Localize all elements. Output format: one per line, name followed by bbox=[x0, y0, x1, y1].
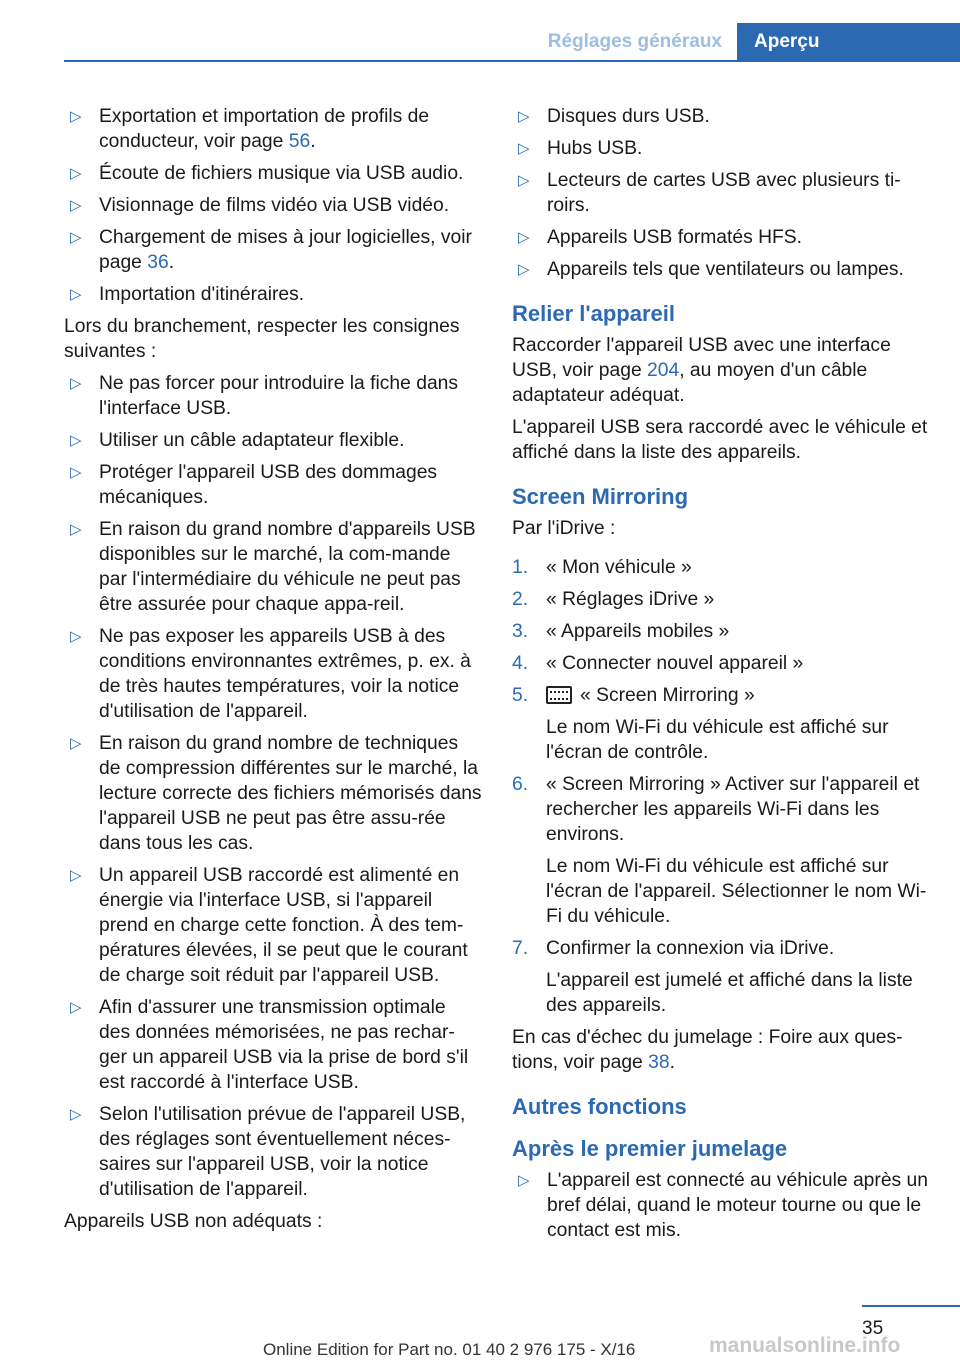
item-text: Appareils tels que ventilateurs ou lampes. bbox=[547, 259, 904, 280]
para-text: En cas d'échec du jumelage : Foire aux ques‐tions, voir page bbox=[512, 1027, 903, 1073]
paragraph: Lors du branchement, respecter les consignes suivantes : bbox=[64, 316, 460, 362]
item-text: Utiliser un câble adaptateur flexible. bbox=[99, 430, 405, 451]
step-number: 2. bbox=[512, 589, 529, 610]
online-edition-note: Online Edition for Part no. 01 40 2 976 175 - X/16 bbox=[263, 1340, 636, 1359]
step-note: Le nom Wi-Fi du véhicule est affiché sur l'écran de l'appareil. Sélectionner le nom Wi-Fi du véhicule. bbox=[546, 856, 927, 927]
subsection-heading-apres: Après le premier jumelage bbox=[512, 1136, 788, 1161]
step-number: 5. bbox=[512, 685, 529, 706]
step-text: « Screen Mirroring » bbox=[580, 685, 755, 706]
list-item bbox=[64, 161, 482, 186]
list-item bbox=[512, 168, 930, 218]
triangle-right-icon: ▷ bbox=[70, 735, 82, 752]
list-item bbox=[64, 282, 482, 307]
list-item bbox=[64, 371, 482, 421]
triangle-right-icon: ▷ bbox=[70, 1106, 82, 1123]
step-text: Confirmer la connexion via iDrive. bbox=[546, 938, 835, 959]
step-text: « Appareils mobiles » bbox=[546, 621, 730, 642]
item-text: En raison du grand nombre d'appareils USB disponibles sur le marché, la com‐mande par l'intermédiaire du véhicule ne peut pas être assurée pour chaque appa‐reil. bbox=[99, 519, 476, 615]
triangle-right-icon: ▷ bbox=[70, 432, 82, 449]
paragraph bbox=[512, 1025, 930, 1075]
step-number: 7. bbox=[512, 938, 529, 959]
item-text: Ne pas forcer pour introduire la fiche dans l'interface USB. bbox=[99, 373, 459, 419]
triangle-right-icon: ▷ bbox=[70, 165, 82, 182]
paragraph: Appareils USB non adéquats : bbox=[64, 1211, 323, 1232]
item-text: Selon l'utilisation prévue de l'appareil USB, des réglages sont éventuellement néces‐saires sur l'appareil USB, voir la notice d'utilisation de l'appareil. bbox=[99, 1104, 466, 1200]
left-column bbox=[64, 104, 482, 1241]
list-item bbox=[64, 225, 482, 275]
list-item bbox=[512, 257, 930, 282]
step-item bbox=[512, 555, 930, 580]
para-text-tail: . bbox=[669, 1052, 675, 1073]
item-text: Appareils USB formatés HFS. bbox=[547, 227, 803, 248]
triangle-right-icon: ▷ bbox=[70, 999, 82, 1016]
list-item bbox=[512, 104, 930, 129]
item-text: Chargement de mises à jour logicielles, voir page bbox=[99, 227, 472, 273]
page-link[interactable]: 38 bbox=[648, 1052, 670, 1073]
paragraph bbox=[512, 333, 930, 408]
item-text-tail: . bbox=[310, 131, 316, 152]
step-item bbox=[512, 651, 930, 676]
triangle-right-icon: ▷ bbox=[518, 261, 530, 278]
header-section-title: Réglages généraux bbox=[547, 31, 722, 52]
step-item bbox=[512, 936, 930, 1018]
item-text: Lecteurs de cartes USB avec plusieurs ti‐roirs. bbox=[547, 170, 901, 216]
triangle-right-icon: ▷ bbox=[518, 108, 530, 125]
section-heading-mirroring: Screen Mirroring bbox=[512, 484, 689, 509]
item-text: Importation d'itinéraires. bbox=[99, 284, 305, 305]
step-number: 3. bbox=[512, 621, 529, 642]
triangle-right-icon: ▷ bbox=[70, 229, 82, 246]
para-text-tail: , au moyen d'un câble adaptateur adéquat. bbox=[512, 360, 868, 406]
step-text: « Mon véhicule » bbox=[546, 557, 692, 578]
header-rule bbox=[64, 60, 960, 62]
item-text: Exportation et importation de profils de conducteur, voir page bbox=[99, 106, 430, 152]
item-text: Disques durs USB. bbox=[547, 106, 710, 127]
list-item bbox=[64, 863, 482, 988]
list-item bbox=[64, 995, 482, 1095]
step-note: Le nom Wi-Fi du véhicule est affiché sur l'écran de contrôle. bbox=[546, 717, 889, 763]
item-text: Afin d'assurer une transmission optimale des données mémorisées, ne pas rechar‐ger un appareil USB via la prise de bord s'il est raccordé à l'interface USB. bbox=[99, 997, 469, 1093]
list-item bbox=[64, 193, 482, 218]
step-item bbox=[512, 619, 930, 644]
list-item bbox=[64, 1102, 482, 1202]
triangle-right-icon: ▷ bbox=[70, 867, 82, 884]
section-heading-relier: Relier l'appareil bbox=[512, 301, 675, 326]
triangle-right-icon: ▷ bbox=[70, 197, 82, 214]
list-item bbox=[64, 624, 482, 724]
triangle-right-icon: ▷ bbox=[70, 464, 82, 481]
list-item bbox=[64, 460, 482, 510]
watermark: manualsonline.info bbox=[709, 1334, 901, 1357]
triangle-right-icon: ▷ bbox=[70, 108, 82, 125]
step-text: « Screen Mirroring » Activer sur l'appareil et rechercher les appareils Wi-Fi dans les environs. bbox=[546, 774, 920, 845]
item-text-tail: . bbox=[168, 252, 175, 273]
page-link[interactable]: 56 bbox=[288, 131, 311, 152]
triangle-right-icon: ▷ bbox=[518, 229, 530, 246]
triangle-right-icon: ▷ bbox=[70, 628, 82, 645]
triangle-right-icon: ▷ bbox=[518, 172, 530, 189]
step-note: L'appareil est jumelé et affiché dans la liste des appareils. bbox=[546, 970, 913, 1016]
page-link[interactable]: 36 bbox=[147, 252, 169, 273]
item-text: L'appareil est connecté au véhicule après un bref délai, quand le moteur tourne ou que le contact est mis. bbox=[547, 1170, 928, 1241]
item-text: Écoute de fichiers musique via USB audio. bbox=[99, 163, 464, 184]
step-number: 4. bbox=[512, 653, 529, 674]
header-tab: Aperçu bbox=[737, 23, 960, 62]
item-text: Hubs USB. bbox=[547, 138, 643, 159]
right-column bbox=[512, 104, 930, 1250]
section-heading-autres: Autres fonctions bbox=[512, 1094, 687, 1119]
paragraph: L'appareil USB sera raccordé avec le véhicule et affiché dans la liste des appareils. bbox=[512, 417, 928, 463]
item-text: En raison du grand nombre de techniques de compression différentes sur le marché, la lecture correcte des fichiers mémorisés dans l'appareil USB ne peut pas être assu‐rée dans tous les cas. bbox=[99, 733, 482, 854]
item-text: Un appareil USB raccordé est alimenté en énergie via l'interface USB, si l'appareil prend en charge cette fonction. À des tem‐pératures élevées, il se peut que le courant de charge soit réduit par l'appareil USB. bbox=[99, 865, 468, 986]
page-number: 35 bbox=[862, 1318, 884, 1339]
step-text: « Réglages iDrive » bbox=[546, 589, 715, 610]
screen-mirroring-icon bbox=[546, 686, 572, 704]
footer-rule bbox=[862, 1305, 960, 1307]
list-item bbox=[64, 517, 482, 617]
step-number: 6. bbox=[512, 774, 529, 795]
item-text: Ne pas exposer les appareils USB à des conditions environnantes extrêmes, p. ex. à de très hautes températures, voir la notice d'utilisation de l'appareil. bbox=[99, 626, 471, 722]
triangle-right-icon: ▷ bbox=[518, 1172, 530, 1189]
step-item bbox=[512, 587, 930, 612]
triangle-right-icon: ▷ bbox=[70, 286, 82, 303]
item-text: Visionnage de films vidéo via USB vidéo. bbox=[99, 195, 450, 216]
triangle-right-icon: ▷ bbox=[70, 521, 82, 538]
triangle-right-icon: ▷ bbox=[70, 375, 82, 392]
list-item bbox=[512, 1168, 930, 1243]
list-item bbox=[64, 731, 482, 856]
page-link[interactable]: 204 bbox=[647, 360, 680, 381]
list-item bbox=[512, 136, 930, 161]
list-item bbox=[64, 428, 482, 453]
list-item bbox=[512, 225, 930, 250]
item-text: Protéger l'appareil USB des dommages mécaniques. bbox=[99, 462, 438, 508]
para-text: Raccorder l'appareil USB avec une interface USB, voir page bbox=[512, 335, 891, 381]
paragraph: Par l'iDrive : bbox=[512, 518, 616, 539]
list-item bbox=[64, 104, 482, 154]
step-item bbox=[512, 772, 930, 929]
step-number: 1. bbox=[512, 557, 529, 578]
triangle-right-icon: ▷ bbox=[518, 140, 530, 157]
step-text: « Connecter nouvel appareil » bbox=[546, 653, 804, 674]
step-item bbox=[512, 683, 930, 765]
